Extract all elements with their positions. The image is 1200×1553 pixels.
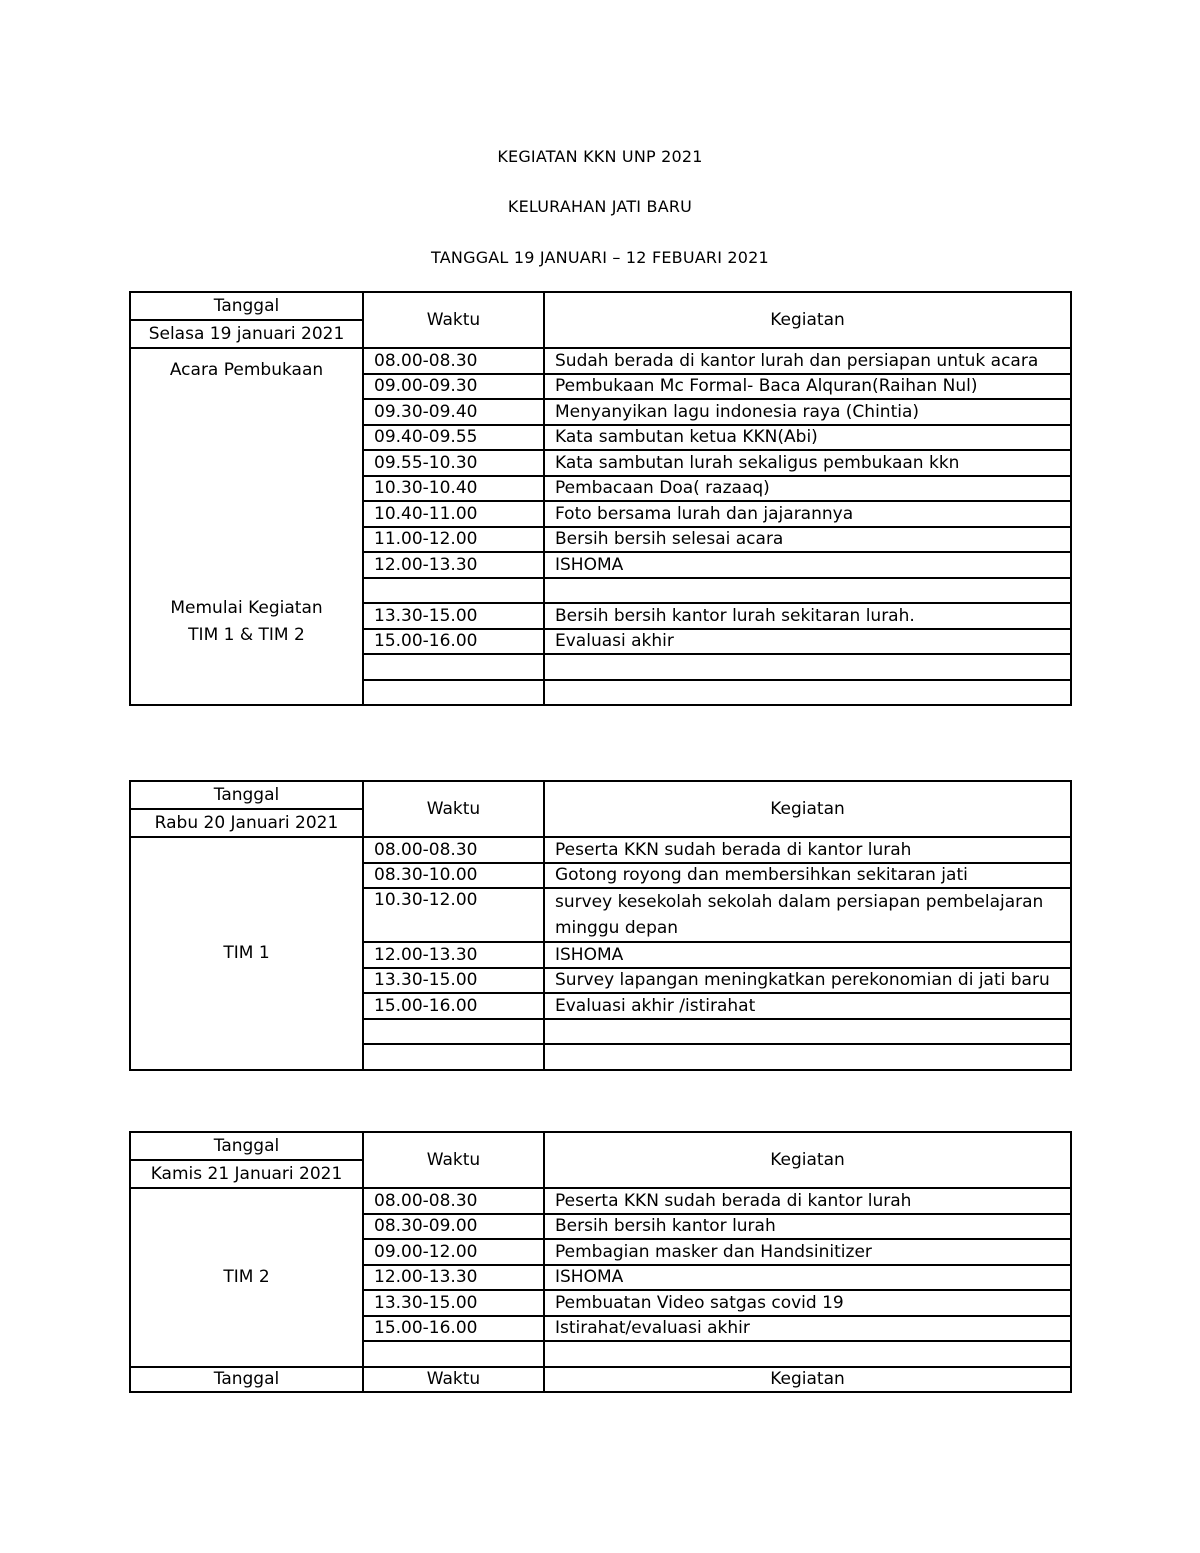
- activity-cell: [544, 1341, 1071, 1367]
- activity-cell: ISHOMA: [544, 552, 1071, 578]
- time-cell: 08.00-08.30: [363, 348, 544, 374]
- tanggal-header-cell: [130, 781, 363, 837]
- date-label: Rabu 20 Januari 2021: [131, 808, 362, 836]
- time-cell: 15.00-16.00: [363, 629, 544, 655]
- waktu-header: Waktu: [363, 781, 544, 837]
- activity-cell: [544, 680, 1071, 706]
- activity-cell: Evaluasi akhir /istirahat: [544, 993, 1071, 1019]
- time-cell: 10.30-12.00: [363, 888, 544, 942]
- table-row: [130, 348, 1071, 374]
- time-cell: [363, 1044, 544, 1070]
- activity-cell: [544, 654, 1071, 680]
- waktu-footer: Waktu: [363, 1367, 544, 1393]
- schedule-table-1: [129, 291, 1072, 706]
- activity-cell: Pembukaan Mc Formal- Baca Alquran(Raihan Nul): [544, 374, 1071, 400]
- activity-group-cell: [130, 1188, 363, 1367]
- date-label: Selasa 19 januari 2021: [131, 319, 362, 347]
- activity-cell: [544, 578, 1071, 604]
- tanggal-label: Tanggal: [213, 785, 280, 805]
- group-label: TIM 1: [223, 943, 270, 964]
- time-cell: 11.00-12.00: [363, 527, 544, 553]
- time-cell: 09.30-09.40: [363, 399, 544, 425]
- time-cell: 10.40-11.00: [363, 501, 544, 527]
- activity-cell: Bersih bersih kantor lurah: [544, 1214, 1071, 1240]
- time-cell: 09.40-09.55: [363, 425, 544, 451]
- waktu-header: Waktu: [363, 1132, 544, 1188]
- document-subtitle-location: KELURAHAN JATI BARU: [507, 197, 693, 216]
- tanggal-footer: Tanggal: [130, 1367, 363, 1393]
- activity-cell: Foto bersama lurah dan jajarannya: [544, 501, 1071, 527]
- date-label: Kamis 21 Januari 2021: [131, 1159, 362, 1187]
- activity-cell: [544, 1044, 1071, 1070]
- tanggal-label: Tanggal: [213, 296, 280, 316]
- time-cell: 09.55-10.30: [363, 450, 544, 476]
- activity-cell: Istirahat/evaluasi akhir: [544, 1316, 1071, 1342]
- time-cell: 12.00-13.30: [363, 552, 544, 578]
- waktu-header: Waktu: [363, 292, 544, 348]
- activity-cell: [544, 1019, 1071, 1045]
- time-cell: 08.00-08.30: [363, 837, 544, 863]
- activity-cell: Peserta KKN sudah berada di kantor lurah: [544, 1188, 1071, 1214]
- time-cell: 12.00-13.30: [363, 942, 544, 968]
- time-cell: 09.00-12.00: [363, 1239, 544, 1265]
- kegiatan-header: Kegiatan: [544, 1132, 1071, 1188]
- time-cell: [363, 578, 544, 604]
- activity-cell: Kata sambutan lurah sekaligus pembukaan kkn: [544, 450, 1071, 476]
- activity-cell: survey kesekolah sekolah dalam persiapan pembelajaran minggu depan: [544, 888, 1071, 942]
- kegiatan-header: Kegiatan: [544, 292, 1071, 348]
- tanggal-label: Tanggal: [213, 1136, 280, 1156]
- activity-cell: Kata sambutan ketua KKN(Abi): [544, 425, 1071, 451]
- activity-group-cell: [130, 348, 363, 705]
- group-label-start-line1: Memulai Kegiatan: [170, 597, 323, 618]
- activity-cell: Menyanyikan lagu indonesia raya (Chintia): [544, 399, 1071, 425]
- activity-cell: Sudah berada di kantor lurah dan persiapan untuk acara: [544, 348, 1071, 374]
- group-label: TIM 2: [223, 1267, 270, 1288]
- activity-cell: Gotong royong dan membersihkan sekitaran jati: [544, 863, 1071, 889]
- document-title: KEGIATAN KKN UNP 2021: [497, 147, 703, 166]
- kegiatan-footer: Kegiatan: [544, 1367, 1071, 1393]
- table-row: [130, 1188, 1071, 1214]
- activity-cell: Pembuatan Video satgas covid 19: [544, 1290, 1071, 1316]
- time-cell: 13.30-15.00: [363, 968, 544, 994]
- schedule-table-3: [129, 1131, 1072, 1393]
- kegiatan-header: Kegiatan: [544, 781, 1071, 837]
- time-cell: [363, 1341, 544, 1367]
- time-cell: [363, 680, 544, 706]
- activity-cell: Evaluasi akhir: [544, 629, 1071, 655]
- time-cell: [363, 654, 544, 680]
- group-label-opening: Acara Pembukaan: [169, 359, 324, 380]
- schedule-table-2: [129, 780, 1072, 1071]
- activity-cell: Peserta KKN sudah berada di kantor lurah: [544, 837, 1071, 863]
- activity-group-cell: [130, 837, 363, 1070]
- time-cell: [363, 1019, 544, 1045]
- table-footer-row: [130, 1367, 1071, 1393]
- time-cell: 13.30-15.00: [363, 1290, 544, 1316]
- activity-cell: ISHOMA: [544, 1265, 1071, 1291]
- time-cell: 08.30-10.00: [363, 863, 544, 889]
- tanggal-header-cell: [130, 292, 363, 348]
- activity-cell: ISHOMA: [544, 942, 1071, 968]
- time-cell: 12.00-13.30: [363, 1265, 544, 1291]
- time-cell: 15.00-16.00: [363, 993, 544, 1019]
- group-label-start-line2: TIM 1 & TIM 2: [188, 624, 305, 645]
- activity-cell: Pembagian masker dan Handsinitizer: [544, 1239, 1071, 1265]
- activity-cell: Pembacaan Doa( razaaq): [544, 476, 1071, 502]
- group-label-start: [141, 595, 352, 649]
- activity-cell: Bersih bersih selesai acara: [544, 527, 1071, 553]
- time-cell: 15.00-16.00: [363, 1316, 544, 1342]
- table-row: [130, 837, 1071, 863]
- time-cell: 10.30-10.40: [363, 476, 544, 502]
- time-cell: 08.30-09.00: [363, 1214, 544, 1240]
- time-cell: 08.00-08.30: [363, 1188, 544, 1214]
- time-cell: 13.30-15.00: [363, 603, 544, 629]
- time-cell: 09.00-09.30: [363, 374, 544, 400]
- activity-cell: Survey lapangan meningkatkan perekonomian di jati baru: [544, 968, 1071, 994]
- tanggal-header-cell: [130, 1132, 363, 1188]
- activity-cell: Bersih bersih kantor lurah sekitaran lurah.: [544, 603, 1071, 629]
- document-subtitle-date-range: TANGGAL 19 JANUARI – 12 FEBUARI 2021: [431, 248, 769, 267]
